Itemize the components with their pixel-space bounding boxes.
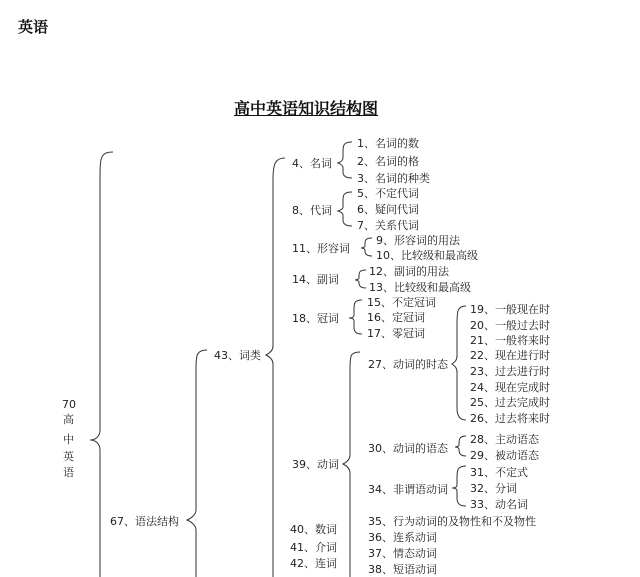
noun-brace [338, 142, 352, 178]
conjunction-node: 42、连词 [290, 557, 337, 570]
pronoun-node: 8、代词 [292, 204, 332, 217]
root-number: 70 [62, 398, 76, 411]
list-item: 32、分词 [470, 482, 517, 495]
list-item: 25、过去完成时 [470, 396, 550, 409]
tense-brace [452, 306, 466, 420]
list-item: 16、定冠词 [367, 311, 425, 324]
list-item: 10、比较级和最高级 [376, 249, 478, 262]
list-item: 15、不定冠词 [367, 296, 436, 309]
grammar-brace [187, 350, 207, 577]
diagram-title: 高中英语知识结构图 [234, 99, 379, 118]
list-item: 35、行为动词的及物性和不及物性 [368, 515, 536, 528]
root-char: 英 [63, 450, 74, 463]
tense-node: 27、动词的时态 [368, 358, 448, 371]
root-char: 语 [63, 466, 74, 479]
list-item: 6、疑问代词 [357, 203, 419, 216]
list-item: 21、一般将来时 [470, 334, 550, 347]
list-item: 2、名词的格 [357, 155, 419, 168]
wordclass-node: 43、词类 [214, 349, 261, 362]
list-item: 22、现在进行时 [470, 349, 550, 362]
list-item: 29、被动语态 [470, 449, 539, 462]
voice-node: 30、动词的语态 [368, 442, 448, 455]
list-item: 31、不定式 [470, 466, 528, 479]
wordclass-brace [266, 158, 285, 577]
nonfinite-node: 34、非谓语动词 [368, 483, 448, 496]
list-item: 12、副词的用法 [369, 265, 449, 278]
numeral-node: 40、数词 [290, 523, 337, 536]
list-item: 26、过去将来时 [470, 412, 550, 425]
pronoun-brace [338, 192, 352, 226]
root-char: 高 [63, 413, 74, 426]
list-item: 13、比较级和最高级 [369, 281, 471, 294]
list-item: 20、一般过去时 [470, 319, 550, 332]
adverb-brace [355, 270, 366, 288]
list-item: 1、名词的数 [357, 137, 419, 150]
list-item: 17、零冠词 [367, 327, 425, 340]
preposition-node: 41、介词 [290, 541, 337, 554]
list-item: 23、过去进行时 [470, 365, 550, 378]
list-item: 36、连系动词 [368, 531, 437, 544]
verb-node: 39、动词 [292, 458, 339, 471]
adjective-node: 11、形容词 [292, 242, 350, 255]
voice-brace [455, 436, 466, 456]
nonfinite-brace [452, 466, 466, 506]
verb-brace [343, 352, 360, 577]
article-node: 18、冠词 [292, 312, 339, 325]
noun-node: 4、名词 [292, 157, 332, 170]
list-item: 33、动名词 [470, 498, 528, 511]
list-item: 37、情态动词 [368, 547, 437, 560]
adverb-node: 14、副词 [292, 273, 339, 286]
list-item: 5、不定代词 [357, 187, 419, 200]
article-brace [349, 300, 362, 334]
list-item: 7、关系代词 [357, 219, 419, 232]
list-item: 24、现在完成时 [470, 381, 550, 394]
list-item: 38、短语动词 [368, 563, 437, 576]
page-header: 英语 [18, 18, 49, 36]
root-char: 中 [63, 433, 74, 446]
list-item: 3、名词的种类 [357, 172, 430, 185]
root-brace [90, 152, 113, 577]
list-item: 19、一般现在时 [470, 303, 550, 316]
list-item: 9、形容词的用法 [376, 234, 460, 247]
grammar-node: 67、语法结构 [110, 515, 179, 528]
adjective-brace [361, 238, 372, 256]
list-item: 28、主动语态 [470, 433, 539, 446]
